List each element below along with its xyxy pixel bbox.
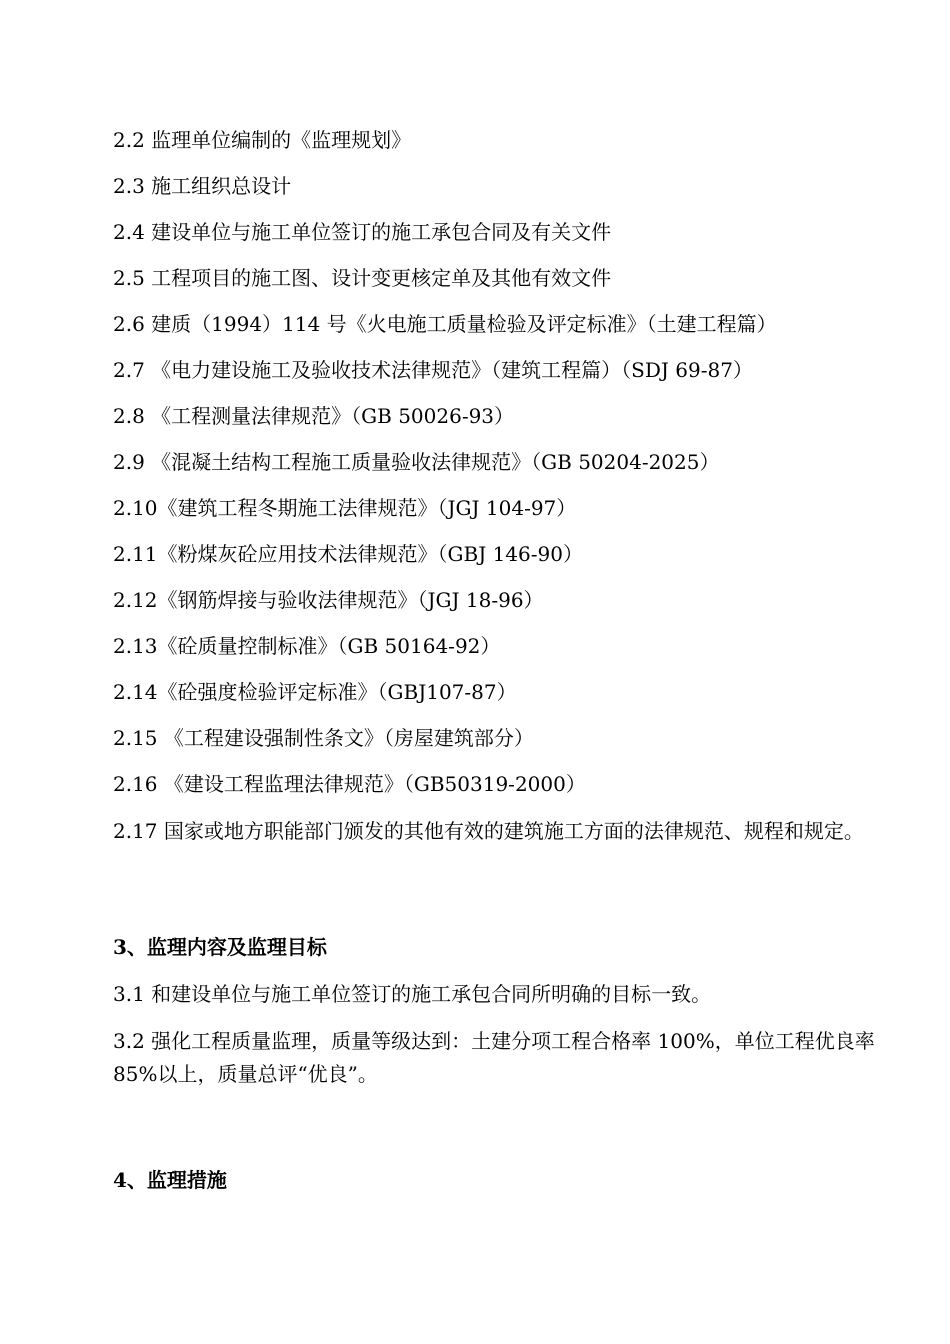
reference-item: 2.7 《电力建设施工及验收技术法律规范》（建筑工程篇）（SDJ 69-87）: [113, 358, 753, 382]
reference-item: 2.3 施工组织总设计: [113, 174, 292, 198]
section-paragraph: 3.2 强化工程质量监理，质量等级达到：土建分项工程合格率 100%，单位工程优良率 85%以上，质量总评“优良”。: [113, 1029, 875, 1086]
reference-item: 2.12《钢筋焊接与验收法律规范》（JGJ 18-96）: [113, 588, 544, 612]
reference-item: 2.16 《建设工程监理法律规范》（GB50319-2000）: [113, 772, 586, 796]
reference-item: 2.17 国家或地方职能部门颁发的其他有效的建筑施工方面的法律规范、规程和规定。: [113, 819, 864, 843]
reference-item: 2.5 工程项目的施工图、设计变更核定单及其他有效文件: [113, 266, 612, 290]
section-heading: 3、监理内容及监理目标: [113, 935, 327, 959]
reference-item: 2.8 《工程测量法律规范》（GB 50026-93）: [113, 404, 515, 428]
reference-item: 2.15 《工程建设强制性条文》（房屋建筑部分）: [113, 726, 534, 750]
section-paragraph: 3.1 和建设单位与施工单位签订的施工承包合同所明确的目标一致。: [113, 982, 712, 1006]
reference-item: 2.6 建质（1994）114 号《火电施工质量检验及评定标准》（土建工程篇）: [113, 312, 777, 336]
reference-item: 2.14《砼强度检验评定标准》（GBJ107-87）: [113, 680, 517, 704]
reference-item: 2.11《粉煤灰砼应用技术法律规范》（GBJ 146-90）: [113, 542, 583, 566]
reference-item: 2.13《砼质量控制标准》（GB 50164-92）: [113, 634, 501, 658]
reference-item: 2.2 监理单位编制的《监理规划》: [113, 128, 412, 152]
reference-item: 2.4 建设单位与施工单位签订的施工承包合同及有关文件: [113, 220, 612, 244]
reference-item: 2.10《建筑工程冬期施工法律规范》（JGJ 104-97）: [113, 496, 577, 520]
section-heading: 4、监理措施: [113, 1168, 227, 1192]
reference-item: 2.9 《混凝土结构工程施工质量验收法律规范》（GB 50204-2025）: [113, 450, 720, 474]
